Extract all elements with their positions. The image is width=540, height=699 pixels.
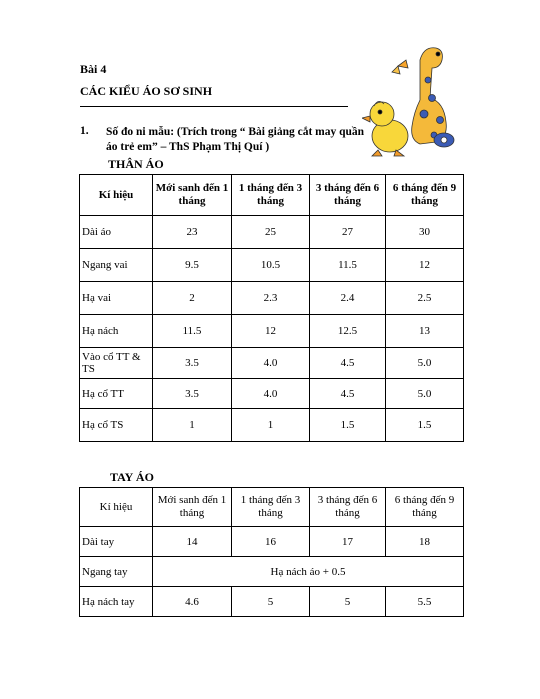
cell-value: 25 xyxy=(232,216,310,249)
cell-value: 1 xyxy=(153,409,232,442)
cell-value: 4.5 xyxy=(310,348,386,379)
cell-value: 12.5 xyxy=(310,315,386,348)
table-row xyxy=(80,216,464,249)
row-label: Hạ vai xyxy=(80,282,153,315)
cell-value: 5.0 xyxy=(386,379,464,409)
table-row xyxy=(80,527,464,557)
cell-value: 3.5 xyxy=(153,379,232,409)
table-row xyxy=(80,557,464,587)
cell-value: 2.3 xyxy=(232,282,310,315)
cell-value: 11.5 xyxy=(153,315,232,348)
cell-value: 1.5 xyxy=(310,409,386,442)
column-header: 3 tháng đến 6 tháng xyxy=(310,488,386,527)
cell-value: 13 xyxy=(386,315,464,348)
column-header: 6 tháng đến 9 tháng xyxy=(386,488,464,527)
table-row xyxy=(80,315,464,348)
table-row xyxy=(80,379,464,409)
table-row xyxy=(80,409,464,442)
table-row xyxy=(80,282,464,315)
row-label: Ngang tay xyxy=(80,557,153,587)
column-header: Mới sanh đến 1 tháng xyxy=(153,488,232,527)
cell-value: 27 xyxy=(310,216,386,249)
cell-value: 17 xyxy=(310,527,386,557)
table-header-row xyxy=(80,488,464,527)
table-row xyxy=(80,348,464,379)
cell-value: 30 xyxy=(386,216,464,249)
cell-value: 1.5 xyxy=(386,409,464,442)
cell-value: 2 xyxy=(153,282,232,315)
cell-value: 5 xyxy=(310,587,386,617)
cell-value: 14 xyxy=(153,527,232,557)
than-ao-table xyxy=(79,174,464,442)
cell-value: 9.5 xyxy=(153,249,232,282)
cell-value: 11.5 xyxy=(310,249,386,282)
row-label: Dài áo xyxy=(80,216,153,249)
cell-value: 1 xyxy=(232,409,310,442)
column-header: 3 tháng đến 6 tháng xyxy=(310,175,386,216)
cell-value: 5.5 xyxy=(386,587,464,617)
cell-value: 5.0 xyxy=(386,348,464,379)
table1-heading: THÂN ÁO xyxy=(108,157,164,171)
row-label: Ngang vai xyxy=(80,249,153,282)
table-row xyxy=(80,249,464,282)
title-divider xyxy=(80,106,348,107)
column-header: Kí hiệu xyxy=(80,488,153,527)
row-label: Vào cổ TT & TS xyxy=(80,348,153,379)
row-label: Hạ nách xyxy=(80,315,153,348)
cell-value: 2.5 xyxy=(386,282,464,315)
section-number: 1. xyxy=(80,125,89,137)
cell-value: 10.5 xyxy=(232,249,310,282)
column-header: Kí hiệu xyxy=(80,175,153,216)
cell-value: 18 xyxy=(386,527,464,557)
row-label: Hạ cổ TT xyxy=(80,379,153,409)
table-header-row xyxy=(80,175,464,216)
cell-value: 3.5 xyxy=(153,348,232,379)
cell-value: 12 xyxy=(232,315,310,348)
column-header: 1 tháng đến 3 tháng xyxy=(232,488,310,527)
cell-value: Hạ nách áo + 0.5 xyxy=(153,557,464,587)
column-header: Mới sanh đến 1 tháng xyxy=(153,175,232,216)
cell-value: 23 xyxy=(153,216,232,249)
cell-value: 4.5 xyxy=(310,379,386,409)
cell-value: 16 xyxy=(232,527,310,557)
cell-value: 4.6 xyxy=(153,587,232,617)
cell-value: 12 xyxy=(386,249,464,282)
cell-value: 2.4 xyxy=(310,282,386,315)
column-header: 1 tháng đến 3 tháng xyxy=(232,175,310,216)
cell-value: 4.0 xyxy=(232,379,310,409)
cell-value: 4.0 xyxy=(232,348,310,379)
table2-heading: TAY ÁO xyxy=(110,470,154,484)
row-label: Hạ cổ TS xyxy=(80,409,153,442)
duck-giraffe-cartoon-icon xyxy=(362,40,462,158)
table-row xyxy=(80,587,464,617)
section-title: Số đo ni mẫu: (Trích trong “ Bài giảng cắt may quần áo trẻ em” – ThS Phạm Thị Quí ) xyxy=(106,126,365,153)
page-title: CÁC KIỂU ÁO SƠ SINH xyxy=(80,84,213,98)
column-header: 6 tháng đến 9 tháng xyxy=(386,175,464,216)
cell-value: 5 xyxy=(232,587,310,617)
row-label: Hạ nách tay xyxy=(80,587,153,617)
tay-ao-table xyxy=(79,487,464,617)
lesson-number: Bài 4 xyxy=(80,62,107,76)
row-label: Dài tay xyxy=(80,527,153,557)
